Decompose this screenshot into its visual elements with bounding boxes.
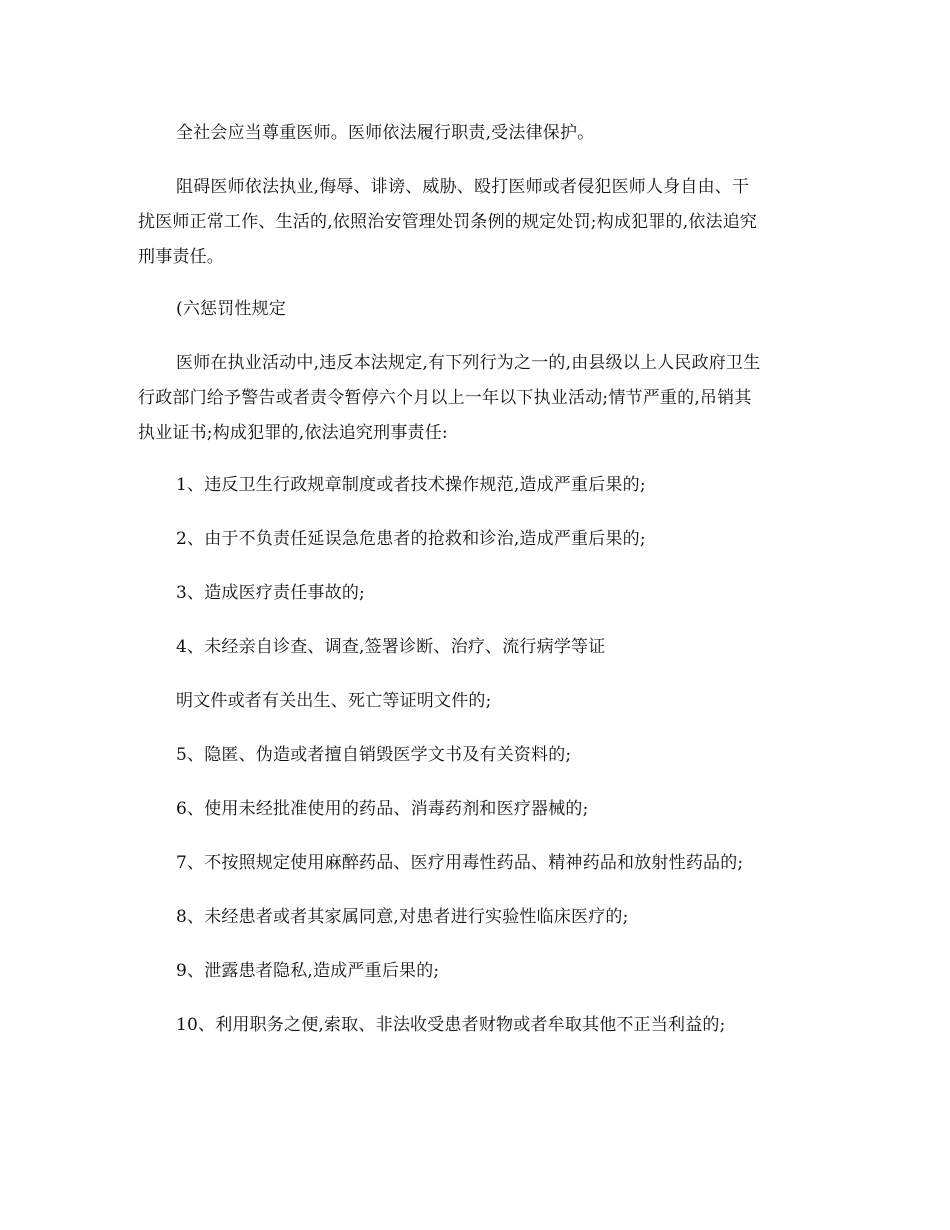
text-line: 刑事责任。 xyxy=(138,247,224,267)
list-item-5 xyxy=(138,738,818,773)
list-item-2 xyxy=(138,522,818,557)
list-item-10 xyxy=(138,1008,818,1043)
text-line: 阻碍医师依法执业,侮辱、诽谤、威胁、殴打医师或者侵犯医师人身自由、干 xyxy=(176,177,750,197)
paragraph-violations-intro xyxy=(138,346,818,451)
text-line: 5、隐匿、伪造或者擅自销毁医学文书及有关资料的; xyxy=(176,745,572,765)
text-line: (六惩罚性规定 xyxy=(176,299,287,319)
text-line: 执业证书;构成犯罪的,依法追究刑事责任: xyxy=(138,423,448,443)
list-item-1 xyxy=(138,468,818,503)
list-item-8 xyxy=(138,900,818,935)
text-line: 行政部门给予警告或者责令暂停六个月以上一年以下执业活动;情节严重的,吊销其 xyxy=(138,388,752,408)
text-line: 2、由于不负责任延误急危患者的抢救和诊治,造成严重后果的; xyxy=(176,529,646,549)
section-heading-punitive xyxy=(138,292,818,327)
text-line: 7、不按照规定使用麻醉药品、医疗用毒性药品、精神药品和放射性药品的; xyxy=(176,853,744,873)
list-item-4 xyxy=(138,630,818,665)
list-item-3 xyxy=(138,576,818,611)
paragraph-respect-doctors xyxy=(138,116,818,151)
list-item-7 xyxy=(138,846,818,881)
list-item-6 xyxy=(138,792,818,827)
text-line: 10、利用职务之便,索取、非法收受患者财物或者牟取其他不正当利益的; xyxy=(176,1015,726,1035)
text-line: 6、使用未经批准使用的药品、消毒药剂和医疗器械的; xyxy=(176,799,589,819)
text-line: 9、泄露患者隐私,造成严重后果的; xyxy=(176,961,440,981)
paragraph-obstruction-penalty xyxy=(138,170,818,275)
text-line: 3、造成医疗责任事故的; xyxy=(176,583,365,603)
text-line: 4、未经亲自诊查、调查,签署诊断、治疗、流行病学等证 xyxy=(176,637,606,657)
text-line: 全社会应当尊重医师。医师依法履行职责,受法律保护。 xyxy=(176,123,595,143)
list-item-4-continued xyxy=(138,684,818,719)
text-line: 扰医师正常工作、生活的,依照治安管理处罚条例的规定处罚;构成犯罪的,依法追究 xyxy=(138,212,758,232)
text-line: 明文件或者有关出生、死亡等证明文件的; xyxy=(176,691,492,711)
list-item-9 xyxy=(138,954,818,989)
text-line: 1、违反卫生行政规章制度或者技术操作规范,造成严重后果的; xyxy=(176,475,646,495)
text-line: 8、未经患者或者其家属同意,对患者进行实验性临床医疗的; xyxy=(176,907,629,927)
text-line: 医师在执业活动中,违反本法规定,有下列行为之一的,由县级以上人民政府卫生 xyxy=(176,353,761,373)
